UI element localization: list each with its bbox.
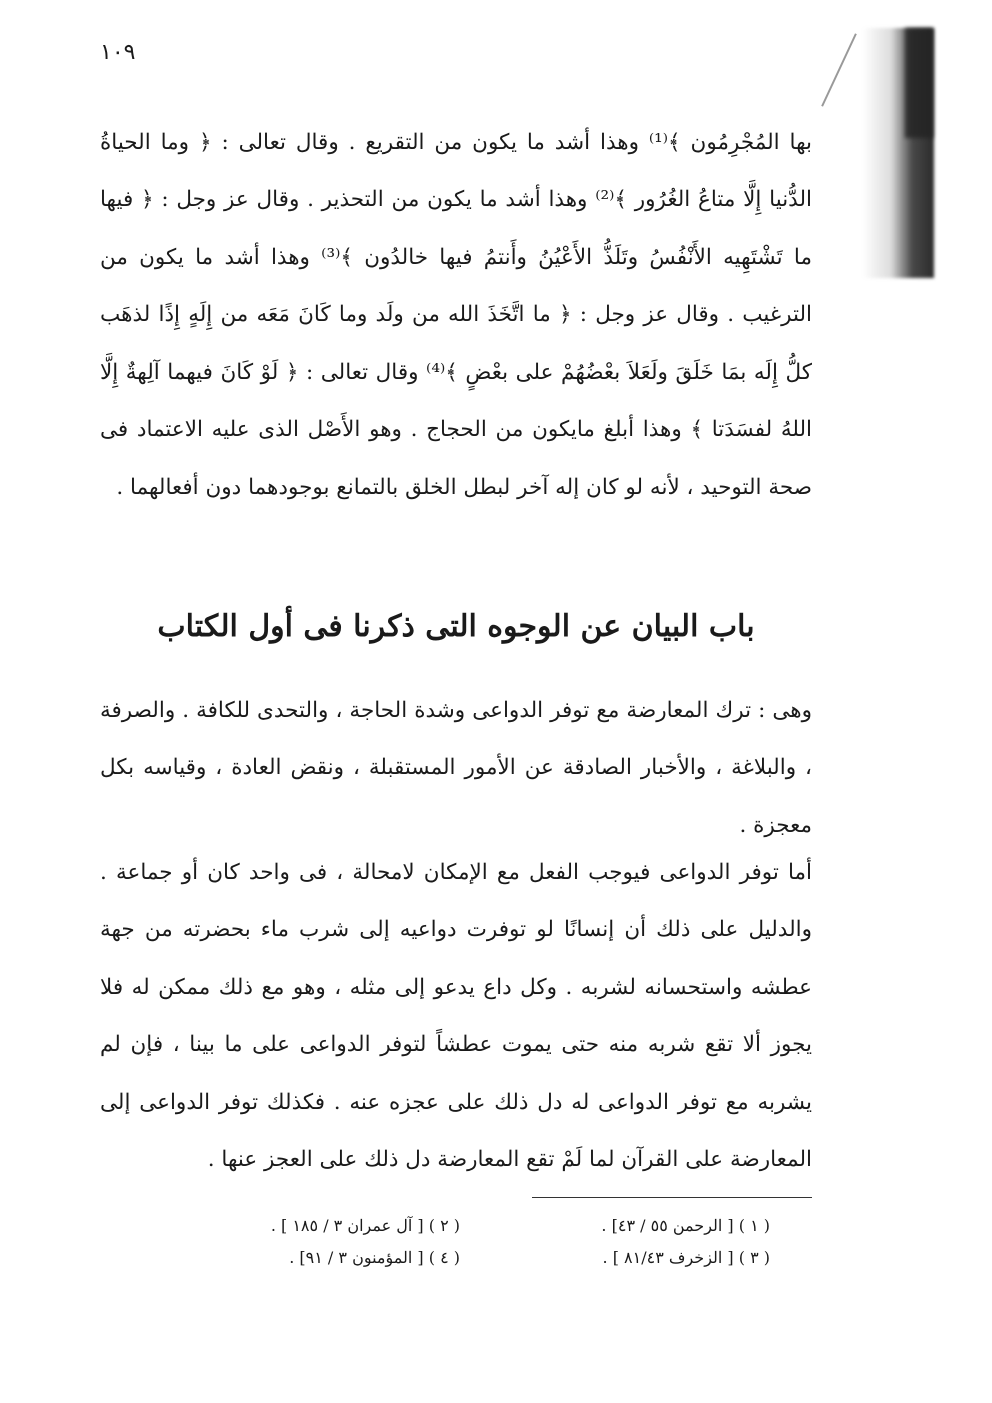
section-heading: باب البيان عن الوجوه التى ذكرنا فى أول الكتاب — [157, 608, 755, 644]
footnote-rule — [532, 1197, 812, 1198]
footnotes — [190, 1210, 770, 1274]
paragraph-intro: بها المُجْرِمُون ﴾⁽¹⁾ وهذا أشد ما يكون من التقريع . وقال تعالى : ﴿ وما الحياةُ الدُّنيا إِلَّا متاعُ الغُرُور ﴾⁽²⁾ وهذا أشد ما يكون من التحذير . وقال عز وجل : ﴿ فيها ما تَشْتَهِيه الأَنْفُسُ وتَلَذُّ الأَعْيُنُ وأَنتمُ فيها خالدُون ﴾⁽³⁾ وهذا أشد ما يكون من الترغيب . وقال عز وجل : ﴿ ما اتَّخَذَ الله من ولَد وما كَانَ مَعَه من إِلَهٍ إِذًا لذهَب كلُّ إِلَه بمَا خَلَقَ ولَعَلاَ بعْضُهُمْ على بعْضٍ ﴾⁽⁴⁾ وقال تعالى : ﴿ لَوْ كَانَ فيهما آلِهةٌ إِلَّا اللهُ لفسَدَتا ﴾ وهذا أبلغ مايكون من الحجاج . وهو الأَصْل الذى عليه الاعتماد فى صحة التوحيد ، لأنه لو كان إله آخر لبطل الخلق بالتمانع بوجودهما دون أفعالهما . — [100, 129, 812, 500]
footnote-1: ( ١ ) [ الرحمن ٥٥ / ٤٣] . — [601, 1216, 770, 1235]
footnote-2: ( ٢ ) [ آل عمران ٣ / ١٨٥ ] . — [270, 1216, 460, 1235]
paragraph-motives: أما توفر الدواعى فيوجب الفعل مع الإمكان لامحالة ، فى واحد كان أو جماعة . والدليل على ذلك أن إنسانًا لو توفرت دواعيه إلى شرب ماء بحضرته من جهة عطشه واستحسانه لشربه . وكل داع يدعو إلى مثله ، وهو مع ذلك ممكن له فلا يجوز ألا تقع شربه منه حتى يموت عطشاً لتوفر الدواعى على ما بينا ، فإن لم يشربه مع توفر الدواعى له دل ذلك على عجزه عنه . فكذلك توفر الدواعى إلى المعارضة على القرآن لما لَمْ تقع المعارضة دل ذلك على العجز عنها . — [100, 859, 812, 1172]
paragraph-aspects: وهى : ترك المعارضة مع توفر الدواعى وشدة الحاجة ، والتحدى للكافة . والصرفة ، والبلاغة ، والأخبار الصادقة عن الأمور المستقبلة ، ونقض العادة ، وقياسه بكل معجزة . — [100, 697, 812, 838]
scan-shadow-dark — [905, 28, 933, 138]
scan-artifact-line — [821, 33, 857, 106]
footnote-4: ( ٤ ) [ المؤمنون ٣ / ٩١] . — [289, 1248, 460, 1267]
page-number: ١٠٩ — [100, 40, 136, 65]
footnote-3: ( ٣ ) [ الزخرف ٨١/٤٣ ] . — [602, 1248, 770, 1267]
